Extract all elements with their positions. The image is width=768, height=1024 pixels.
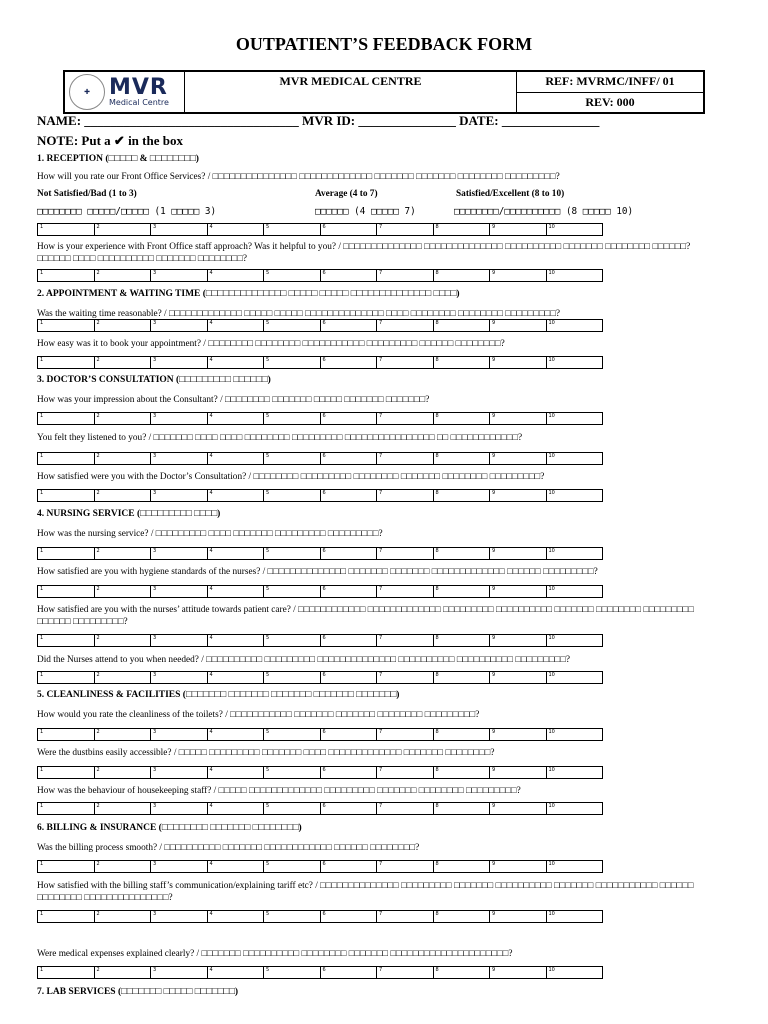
rating-box[interactable]: 5: [263, 270, 320, 281]
rating-box[interactable]: 9: [489, 861, 546, 872]
question-text: How satisfied were you with the Doctor’s Consultation? / □□□□□□□□ □□□□□□□□□ □□□□□□□□ □□□□□□□ □□□□□□□□ □□□□□□□□□?: [37, 472, 545, 482]
rating-box[interactable]: 7: [376, 967, 433, 978]
rating-box[interactable]: 7: [376, 729, 433, 740]
rating-row: [37, 802, 603, 815]
rating-box[interactable]: 5: [263, 967, 320, 978]
rating-box[interactable]: 3: [150, 270, 207, 281]
rating-box[interactable]: 8: [433, 586, 490, 597]
rating-box[interactable]: 1: [40, 586, 44, 592]
rating-box[interactable]: 9: [489, 224, 546, 235]
rating-box[interactable]: 8: [433, 967, 490, 978]
logo-subtitle: Medical Centre: [109, 98, 169, 107]
rating-box[interactable]: 4: [207, 767, 264, 778]
rating-box[interactable]: 7: [376, 586, 433, 597]
rating-box[interactable]: 3: [150, 672, 207, 683]
rating-box[interactable]: 9: [489, 320, 546, 331]
rating-box[interactable]: 7: [376, 548, 433, 559]
rating-box[interactable]: 9: [489, 967, 546, 978]
rating-box[interactable]: 4: [207, 270, 264, 281]
rating-box[interactable]: 4: [207, 911, 264, 922]
rating-box[interactable]: 8: [433, 803, 490, 814]
rating-box[interactable]: 7: [376, 803, 433, 814]
rating-box[interactable]: 10: [546, 672, 603, 683]
rating-box[interactable]: 6: [320, 357, 377, 368]
rating-box[interactable]: 7: [376, 490, 433, 501]
rating-row: [37, 766, 603, 779]
rating-box[interactable]: 10: [546, 413, 603, 424]
rating-box[interactable]: 1: [40, 320, 44, 326]
question-text: How satisfied are you with hygiene standards of the nurses? / □□□□□□□□□□□□□□ □□□□□□□ □□□□□□□ □□□□□□□□□□□□□ □□□□□□ □□□□□□□□□?: [37, 567, 598, 577]
rating-box[interactable]: 6: [320, 270, 377, 281]
rating-row: [37, 910, 603, 923]
rating-box[interactable]: 10: [546, 270, 603, 281]
rating-box[interactable]: 3: [150, 967, 207, 978]
rating-box[interactable]: 6: [320, 635, 377, 646]
question-text: How is your experience with Front Office staff approach? Was it helpful to you? / □□□□□□□□□□□□□□ □□□□□□□□□□□□□□ □□□□□□□□□□ □□□□□□□ □□□□□□□□ □□□□□□? □□□□□□ □□□□ □□□□□□□□□□ □□□□□□□ □□□□□□□□?: [37, 242, 691, 264]
rating-row: [37, 269, 603, 282]
question-text: How satisfied with the billing staff’s communication/explaining tariff etc? / □□□□□□□□□□□□□□ □□□□□□□□□ □□□□□□□ □□□□□□□□□□ □□□□□□□ □□□□□□□□□□□ □□□□□□ □□□□□□□□ □□□□□□□□□□□□□□□?: [37, 881, 694, 903]
rating-box[interactable]: 10: [546, 767, 603, 778]
scale-high-label: Satisfied/Excellent (8 to 10): [456, 189, 565, 199]
rating-box[interactable]: 3: [150, 586, 207, 597]
rating-box[interactable]: 2: [94, 861, 151, 872]
rating-box[interactable]: 5: [263, 413, 320, 424]
centre-name: MVR MEDICAL CENTRE: [185, 72, 517, 112]
rating-box[interactable]: 10: [546, 586, 603, 597]
rating-box[interactable]: 8: [433, 861, 490, 872]
rating-box[interactable]: 10: [546, 635, 603, 646]
section-heading: 7. LAB SERVICES (□□□□□□□ □□□□□ □□□□□□□): [37, 987, 239, 997]
rating-row: [37, 634, 603, 647]
rating-box[interactable]: 2: [94, 224, 151, 235]
question-text: How will you rate our Front Office Services? / □□□□□□□□□□□□□□□ □□□□□□□□□□□□□ □□□□□□□ □□□□□□□ □□□□□□□□ □□□□□□□□□?: [37, 172, 560, 182]
rating-box[interactable]: 4: [207, 586, 264, 597]
rating-box[interactable]: 2: [94, 911, 151, 922]
rating-box[interactable]: 6: [320, 224, 377, 235]
note: NOTE: Put a ✔ in the box: [37, 133, 183, 148]
rating-box[interactable]: 3: [150, 635, 207, 646]
question-text: Were the dustbins easily accessible? / □□□□□ □□□□□□□□□ □□□□□□□ □□□□ □□□□□□□□□□□□□ □□□□□□□ □□□□□□□□?: [37, 748, 495, 758]
rating-box[interactable]: 3: [150, 320, 207, 331]
rating-box[interactable]: 7: [376, 357, 433, 368]
rating-box[interactable]: 1: [40, 729, 44, 735]
rating-box[interactable]: 1: [40, 767, 44, 773]
rating-box[interactable]: 4: [207, 861, 264, 872]
rating-box[interactable]: 5: [263, 729, 320, 740]
rating-box[interactable]: 4: [207, 548, 264, 559]
rating-box[interactable]: 1: [40, 803, 44, 809]
rating-row: [37, 412, 603, 425]
rating-box[interactable]: 5: [263, 672, 320, 683]
rating-box[interactable]: 2: [94, 635, 151, 646]
form-title: OUTPATIENT’S FEEDBACK FORM: [235, 34, 533, 54]
rating-box[interactable]: 7: [376, 224, 433, 235]
rating-box[interactable]: 6: [320, 413, 377, 424]
rating-box[interactable]: 1: [40, 357, 44, 363]
section-heading: 6. BILLING & INSURANCE (□□□□□□□□ □□□□□□□ □□□□□□□□): [37, 823, 302, 833]
rating-box[interactable]: 6: [320, 548, 377, 559]
rating-box[interactable]: 2: [94, 803, 151, 814]
rating-box[interactable]: 5: [263, 911, 320, 922]
rating-box[interactable]: 10: [546, 911, 603, 922]
question-text: How was the nursing service? / □□□□□□□□□ □□□□ □□□□□□□ □□□□□□□□□ □□□□□□□□□?: [37, 529, 383, 539]
question-text: How would you rate the cleanliness of the toilets? / □□□□□□□□□□□ □□□□□□□ □□□□□□□ □□□□□□□□ □□□□□□□□□?: [37, 710, 480, 720]
rating-box[interactable]: 1: [40, 672, 44, 678]
rating-row: [37, 356, 603, 369]
scale-mid-label: Average (4 to 7): [315, 189, 378, 199]
rating-box[interactable]: 5: [263, 490, 320, 501]
rating-box[interactable]: 2: [94, 967, 151, 978]
rating-box[interactable]: 8: [433, 911, 490, 922]
rating-box[interactable]: 6: [320, 672, 377, 683]
rating-box[interactable]: 2: [94, 767, 151, 778]
rating-box[interactable]: 9: [489, 453, 546, 464]
section-heading: 2. APPOINTMENT & WAITING TIME (□□□□□□□□□□□□□□ □□□□□ □□□□□ □□□□□□□□□□□□□□ □□□□): [37, 289, 460, 299]
rating-box[interactable]: 5: [263, 357, 320, 368]
rating-box[interactable]: 8: [433, 270, 490, 281]
rating-box[interactable]: 9: [489, 635, 546, 646]
rating-row: [37, 489, 603, 502]
rating-box[interactable]: 10: [546, 453, 603, 464]
section-heading: 1. RECEPTION (□□□□□ & □□□□□□□□): [37, 154, 199, 164]
rating-box[interactable]: 1: [40, 861, 44, 867]
rating-box[interactable]: 8: [433, 490, 490, 501]
rating-box[interactable]: 9: [489, 729, 546, 740]
rating-box[interactable]: 2: [94, 413, 151, 424]
rating-box[interactable]: 3: [150, 548, 207, 559]
rating-box[interactable]: 9: [489, 767, 546, 778]
section-heading: 5. CLEANLINESS & FACILITIES (□□□□□□□ □□□□□□□ □□□□□□□ □□□□□□□ □□□□□□□): [37, 690, 400, 700]
rating-box[interactable]: 4: [207, 490, 264, 501]
question-text: Was the billing process smooth? / □□□□□□□□□□ □□□□□□□ □□□□□□□□□□□□ □□□□□□ □□□□□□□□?: [37, 843, 420, 853]
rating-box[interactable]: 4: [207, 224, 264, 235]
rating-box[interactable]: 6: [320, 453, 377, 464]
rating-box[interactable]: 4: [207, 453, 264, 464]
rating-box[interactable]: 5: [263, 453, 320, 464]
rating-box[interactable]: 5: [263, 767, 320, 778]
patient-details-line[interactable]: NAME: _________________________________ MVR ID: _______________ DATE: _______________: [37, 113, 600, 128]
rating-box[interactable]: 1: [40, 453, 44, 459]
rating-box[interactable]: 2: [94, 320, 151, 331]
ref-number: REF: MVRMC/INFF/ 01: [517, 72, 703, 93]
question-text: How was the behaviour of housekeeping staff? / □□□□□ □□□□□□□□□□□□□ □□□□□□□□□ □□□□□□□ □□□□□□□□ □□□□□□□□□?: [37, 786, 521, 796]
rating-box[interactable]: 6: [320, 586, 377, 597]
rating-box[interactable]: 10: [546, 224, 603, 235]
scale-high-local-label: □□□□□□□□/□□□□□□□□□□ (8 □□□□□ 10): [454, 206, 634, 217]
header-table: [63, 70, 705, 114]
rating-box[interactable]: 7: [376, 767, 433, 778]
rating-box[interactable]: 2: [94, 672, 151, 683]
rating-box[interactable]: 3: [150, 453, 207, 464]
rating-box[interactable]: 7: [376, 270, 433, 281]
rating-row: [37, 319, 603, 332]
rating-box[interactable]: 9: [489, 803, 546, 814]
rating-row: [37, 452, 603, 465]
rating-box[interactable]: 10: [546, 490, 603, 501]
rating-box[interactable]: 7: [376, 861, 433, 872]
rating-box[interactable]: 2: [94, 490, 151, 501]
rating-box[interactable]: 6: [320, 911, 377, 922]
rev-number: REV: 000: [585, 94, 635, 109]
rating-box[interactable]: 3: [150, 767, 207, 778]
scale-mid-local-label: □□□□□□ (4 □□□□□ 7): [315, 206, 416, 217]
rating-box[interactable]: 9: [489, 490, 546, 501]
rating-box[interactable]: 1: [40, 635, 44, 641]
rating-row: [37, 547, 603, 560]
rating-box[interactable]: 7: [376, 911, 433, 922]
rating-box[interactable]: 5: [263, 320, 320, 331]
rating-box[interactable]: 10: [546, 729, 603, 740]
rating-box[interactable]: 9: [489, 672, 546, 683]
rating-box[interactable]: 3: [150, 911, 207, 922]
rating-box[interactable]: 8: [433, 413, 490, 424]
rating-box[interactable]: 5: [263, 635, 320, 646]
rating-box[interactable]: 10: [546, 861, 603, 872]
rating-box[interactable]: 8: [433, 729, 490, 740]
scale-low-label: Not Satisfied/Bad (1 to 3): [37, 189, 137, 199]
scale-low-local-label: □□□□□□□□ □□□□□/□□□□□ (1 □□□□□ 3): [37, 206, 217, 217]
rating-box[interactable]: 8: [433, 320, 490, 331]
rating-box[interactable]: 3: [150, 224, 207, 235]
rating-box[interactable]: 4: [207, 967, 264, 978]
question-text: Did the Nurses attend to you when needed? / □□□□□□□□□□ □□□□□□□□□ □□□□□□□□□□□□□□ □□□□□□□□□□ □□□□□□□□□□ □□□□□□□□□?: [37, 655, 571, 665]
logo: [65, 72, 185, 112]
rating-row: [37, 585, 603, 598]
question-text: How was your impression about the Consultant? / □□□□□□□□ □□□□□□□ □□□□□ □□□□□□□ □□□□□□□?: [37, 395, 430, 405]
question-text: Was the waiting time reasonable? / □□□□□□□□□□□□□ □□□□□ □□□□□ □□□□□□□□□□□□□□ □□□□ □□□□□□□□ □□□□□□□□ □□□□□□□□□?: [37, 309, 560, 319]
rating-box[interactable]: 2: [94, 270, 151, 281]
rating-box[interactable]: 8: [433, 224, 490, 235]
rating-box[interactable]: 6: [320, 803, 377, 814]
rating-box[interactable]: 2: [94, 357, 151, 368]
rating-box[interactable]: 10: [546, 357, 603, 368]
section-heading: 3. DOCTOR’S CONSULTATION (□□□□□□□□□ □□□□□□): [37, 375, 271, 385]
rating-box[interactable]: 9: [489, 270, 546, 281]
rating-box[interactable]: 5: [263, 586, 320, 597]
rating-box[interactable]: 2: [94, 586, 151, 597]
rating-box[interactable]: 6: [320, 861, 377, 872]
logo-emblem-icon: ✚: [69, 74, 105, 110]
rating-box[interactable]: 4: [207, 672, 264, 683]
rating-box[interactable]: 4: [207, 320, 264, 331]
rating-box[interactable]: 2: [94, 453, 151, 464]
rating-box[interactable]: 4: [207, 413, 264, 424]
rating-box[interactable]: 10: [546, 967, 603, 978]
rating-box[interactable]: 9: [489, 413, 546, 424]
rating-box[interactable]: 8: [433, 453, 490, 464]
rating-box[interactable]: 6: [320, 490, 377, 501]
rating-box[interactable]: 1: [40, 911, 44, 917]
rating-box[interactable]: 3: [150, 357, 207, 368]
rating-box[interactable]: 3: [150, 729, 207, 740]
question-text: How easy was it to book your appointment? / □□□□□□□□ □□□□□□□□ □□□□□□□□□□□ □□□□□□□□□ □□□□□□ □□□□□□□□?: [37, 339, 505, 349]
rating-box[interactable]: 8: [433, 672, 490, 683]
rating-box[interactable]: 8: [433, 548, 490, 559]
rating-row: [37, 728, 603, 741]
question-text: You felt they listened to you? / □□□□□□□ □□□□ □□□□ □□□□□□□□ □□□□□□□□□ □□□□□□□□□□□□□□□□ □□ □□□□□□□□□□□□?: [37, 433, 523, 443]
rating-box[interactable]: 10: [546, 548, 603, 559]
rating-box[interactable]: 4: [207, 803, 264, 814]
rating-box[interactable]: 5: [263, 224, 320, 235]
rating-box[interactable]: 5: [263, 803, 320, 814]
rating-box[interactable]: 9: [489, 548, 546, 559]
rating-box[interactable]: 6: [320, 729, 377, 740]
rating-box[interactable]: 1: [40, 413, 44, 419]
rating-box[interactable]: 8: [433, 635, 490, 646]
rating-box[interactable]: 3: [150, 861, 207, 872]
rating-box[interactable]: 4: [207, 635, 264, 646]
rating-box[interactable]: 7: [376, 413, 433, 424]
rating-box[interactable]: 3: [150, 803, 207, 814]
rating-box[interactable]: 6: [320, 967, 377, 978]
rating-box[interactable]: 8: [433, 357, 490, 368]
rating-box[interactable]: 7: [376, 320, 433, 331]
question-text: Were medical expenses explained clearly? / □□□□□□□ □□□□□□□□□□ □□□□□□□□ □□□□□□□ □□□□□□□□□□□□□□□□□□□□□?: [37, 949, 513, 959]
rating-row: [37, 671, 603, 684]
rating-box[interactable]: 1: [40, 224, 44, 230]
rating-box[interactable]: 9: [489, 911, 546, 922]
question-text: How satisfied are you with the nurses’ attitude towards patient care? / □□□□□□□□□□□□ □□□□□□□□□□□□□ □□□□□□□□□ □□□□□□□□□□ □□□□□□□ □□□□□□□□ □□□□□□□□□ □□□□□□ □□□□□□□□□?: [37, 605, 694, 627]
rating-row: [37, 966, 603, 979]
rating-box[interactable]: 9: [489, 586, 546, 597]
rating-box[interactable]: 3: [150, 413, 207, 424]
rating-box[interactable]: 3: [150, 490, 207, 501]
rating-box[interactable]: 6: [320, 767, 377, 778]
rating-box[interactable]: 7: [376, 453, 433, 464]
rating-box[interactable]: 5: [263, 548, 320, 559]
rating-box[interactable]: 4: [207, 729, 264, 740]
section-heading: 4. NURSING SERVICE (□□□□□□□□□ □□□□): [37, 509, 221, 519]
rating-box[interactable]: 10: [546, 320, 603, 331]
rating-box[interactable]: 2: [94, 548, 151, 559]
rating-box[interactable]: 1: [40, 548, 44, 554]
rating-box[interactable]: 6: [320, 320, 377, 331]
rating-box[interactable]: 10: [546, 803, 603, 814]
rating-box[interactable]: 9: [489, 357, 546, 368]
rating-box[interactable]: 5: [263, 861, 320, 872]
rating-box[interactable]: 1: [40, 967, 44, 973]
rating-box[interactable]: 8: [433, 767, 490, 778]
logo-wordmark: MVR: [109, 75, 168, 100]
rating-box[interactable]: 1: [40, 490, 44, 496]
rating-box[interactable]: 1: [40, 270, 44, 276]
rating-box[interactable]: 2: [94, 729, 151, 740]
rating-box[interactable]: 7: [376, 672, 433, 683]
rating-box[interactable]: 7: [376, 635, 433, 646]
rating-row: [37, 223, 603, 236]
rating-row: [37, 860, 603, 873]
rating-box[interactable]: 4: [207, 357, 264, 368]
